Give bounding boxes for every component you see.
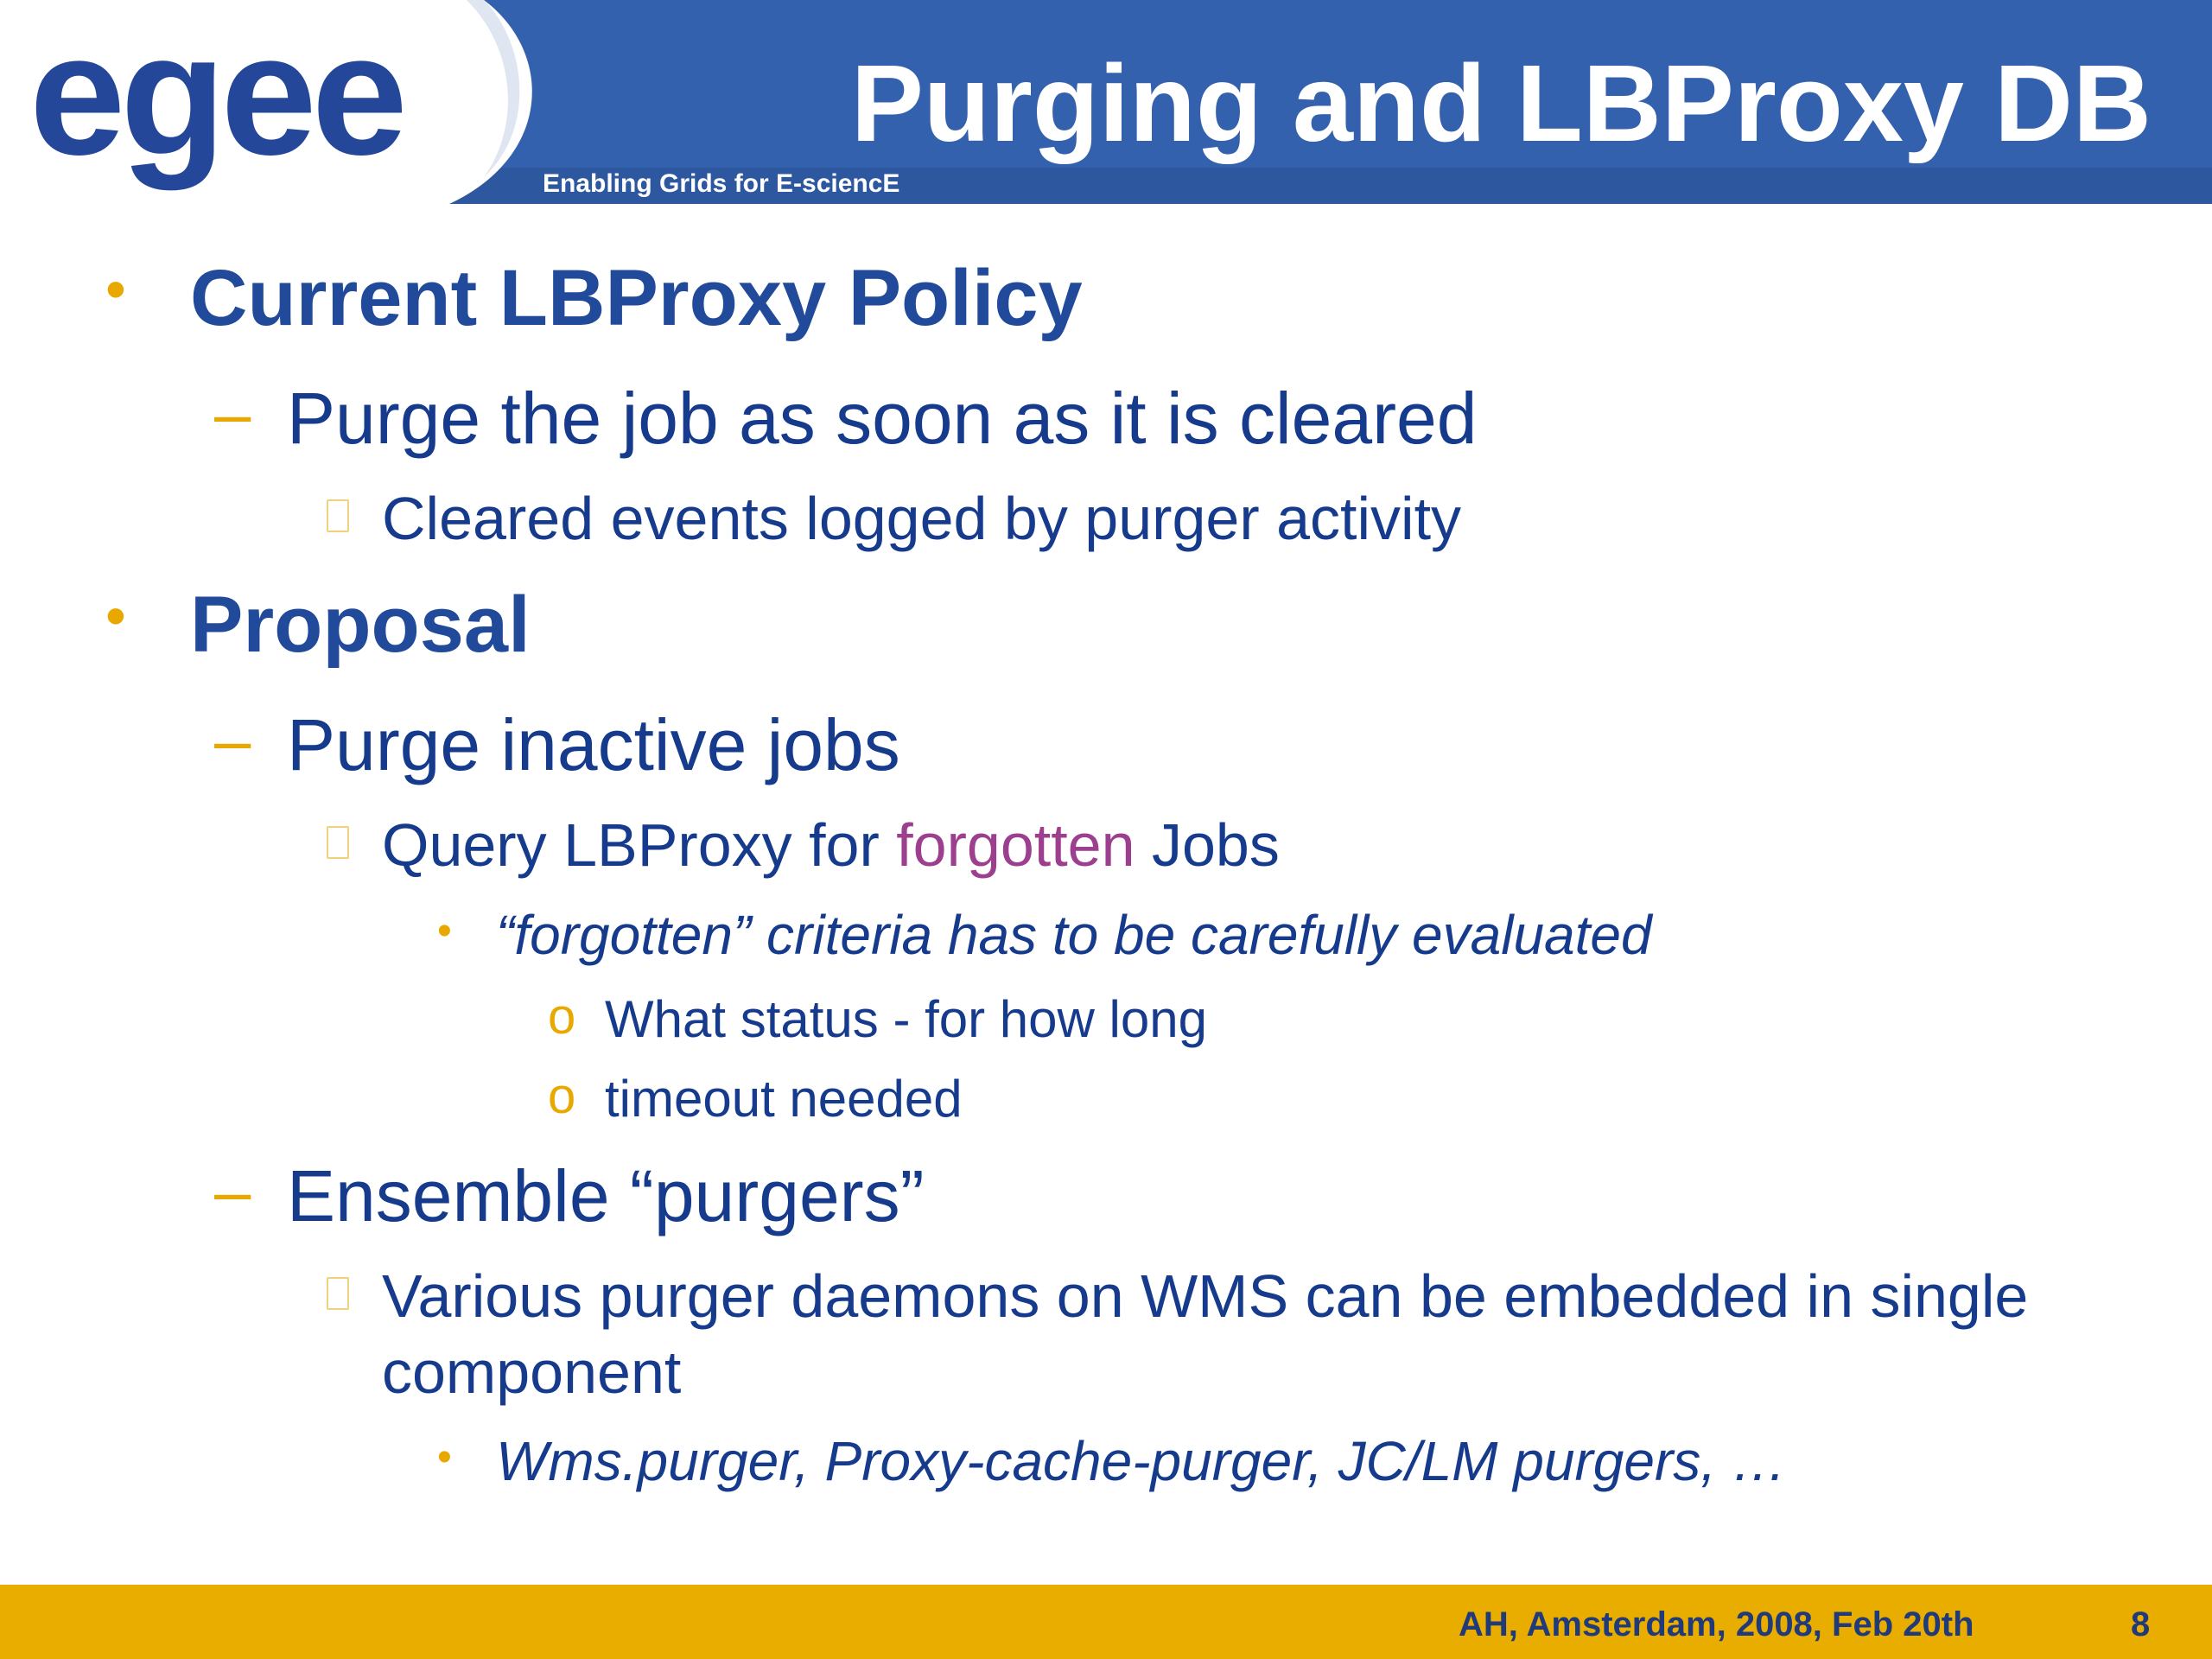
bullet-text-line1: Various purger daemons on WMS can be embedded in single bbox=[382, 1262, 2029, 1330]
box-marker bbox=[327, 1277, 349, 1310]
page-number: 8 bbox=[2131, 1605, 2151, 1643]
dash-marker: – bbox=[214, 704, 251, 778]
bullet-text: What status - for how long bbox=[605, 990, 1207, 1048]
highlight-forgotten: forgotten bbox=[896, 811, 1135, 879]
page-title: Purging and LBProxy DB bbox=[850, 42, 2152, 164]
bullet-text-line2: component bbox=[382, 1338, 682, 1406]
egee-logo-graphic bbox=[0, 0, 540, 204]
bullet-text: Current LBProxy Policy bbox=[190, 254, 1083, 342]
dash-marker: – bbox=[214, 1155, 251, 1229]
bullet-text: Purge the job as soon as it is cleared bbox=[287, 378, 1478, 459]
bullet-marker: • bbox=[437, 908, 452, 954]
dash-marker: – bbox=[214, 378, 251, 451]
bullet-text: Wms.purger, Proxy-cache-purger, JC/LM purgers, … bbox=[496, 1430, 1787, 1492]
box-marker bbox=[327, 499, 349, 532]
footer-text: AH, Amsterdam, 2008, Feb 20th bbox=[1459, 1605, 1974, 1643]
box-marker bbox=[327, 826, 349, 859]
bullet-text: timeout needed bbox=[605, 1070, 963, 1128]
bullet-text: “forgotten” criteria has to be carefully evaluated bbox=[496, 904, 1652, 966]
tagline: Enabling Grids for E-sciencE bbox=[543, 169, 900, 198]
logo-wordmark: egee bbox=[29, 0, 403, 191]
bullet-marker: • bbox=[437, 1434, 452, 1480]
bullet-text: Proposal bbox=[190, 581, 531, 669]
bullet-marker: • bbox=[105, 257, 126, 322]
text-before: Query LBProxy for bbox=[382, 811, 897, 879]
circle-marker: o bbox=[548, 988, 576, 1045]
bullet-marker: • bbox=[105, 583, 126, 649]
bullet-text: Cleared events logged by purger activity bbox=[382, 485, 1462, 552]
bullet-text: Purge inactive jobs bbox=[287, 704, 900, 785]
bullet-text bbox=[382, 809, 1280, 881]
text-after: Jobs bbox=[1135, 811, 1280, 879]
circle-marker: o bbox=[548, 1068, 576, 1124]
bullet-text: Ensemble “purgers” bbox=[287, 1155, 925, 1236]
egee-logo bbox=[0, 0, 540, 204]
